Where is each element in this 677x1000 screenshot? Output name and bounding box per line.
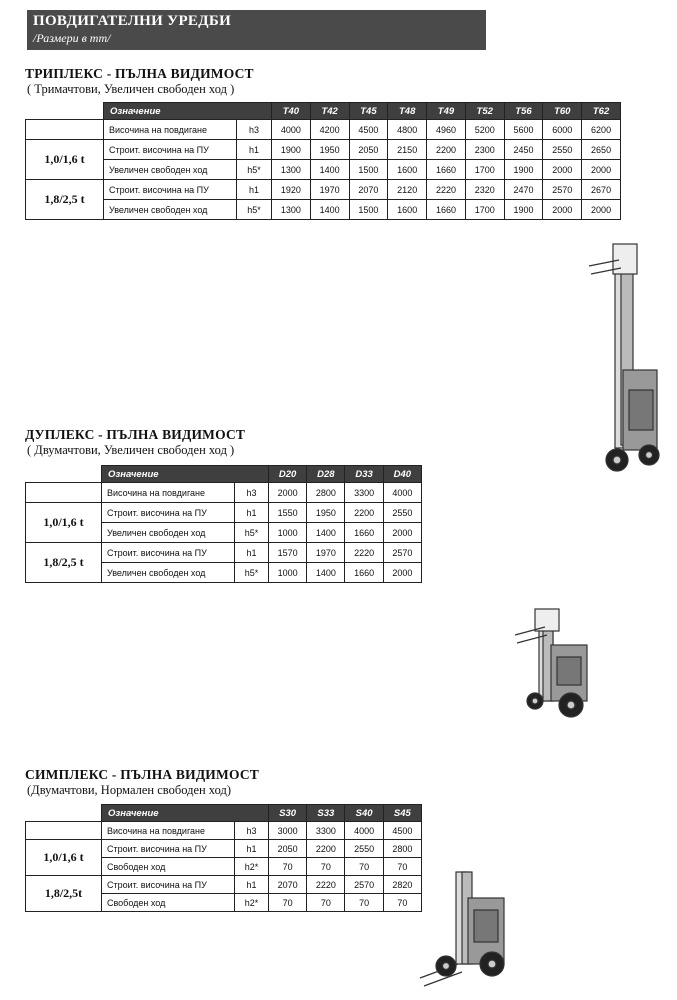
value-cell: 4000 xyxy=(383,483,421,503)
value-cell: 1700 xyxy=(465,200,504,220)
value-cell: 2050 xyxy=(349,140,388,160)
empty-load-cell xyxy=(26,120,104,140)
value-cell: 2000 xyxy=(582,160,621,180)
row-code: h1 xyxy=(235,503,269,523)
value-cell: 2200 xyxy=(345,503,383,523)
value-cell: 2550 xyxy=(345,840,383,858)
row-code: h5* xyxy=(235,523,269,543)
value-cell: 5200 xyxy=(465,120,504,140)
value-cell: 2470 xyxy=(504,180,543,200)
value-cell: 2220 xyxy=(345,543,383,563)
simplex-table xyxy=(25,804,422,912)
header-row xyxy=(26,805,422,822)
value-cell: 4500 xyxy=(383,822,421,840)
value-cell: 4000 xyxy=(272,120,311,140)
table-row xyxy=(26,876,422,894)
value-cell: 2000 xyxy=(543,160,582,180)
row-code: h1 xyxy=(237,140,272,160)
row-code: h2* xyxy=(235,894,269,912)
row-code: h5* xyxy=(237,200,272,220)
value-cell: 2550 xyxy=(383,503,421,523)
value-cell: 4200 xyxy=(310,120,349,140)
value-cell: 2050 xyxy=(269,840,307,858)
value-cell: 70 xyxy=(383,858,421,876)
value-cell: 1000 xyxy=(269,563,307,583)
row-label: Увеличен свободен ход xyxy=(102,523,235,543)
model-header: D20 xyxy=(269,466,307,483)
row-label: Строит. височина на ПУ xyxy=(102,503,235,523)
value-cell: 1550 xyxy=(269,503,307,523)
header-blank-cell xyxy=(26,466,102,483)
row-label: Строит. височина на ПУ xyxy=(102,840,235,858)
row-label: Строит. височина на ПУ xyxy=(102,543,235,563)
value-cell: 2800 xyxy=(383,840,421,858)
row-code: h1 xyxy=(235,543,269,563)
value-cell: 5600 xyxy=(504,120,543,140)
value-cell: 4000 xyxy=(345,822,383,840)
value-cell: 1950 xyxy=(307,503,345,523)
value-cell: 1500 xyxy=(349,200,388,220)
row-code: h1 xyxy=(235,876,269,894)
row-label: Строит. височина на ПУ xyxy=(104,180,237,200)
value-cell: 70 xyxy=(383,894,421,912)
model-header: T62 xyxy=(582,103,621,120)
model-header: T45 xyxy=(349,103,388,120)
value-cell: 6200 xyxy=(582,120,621,140)
value-cell: 1400 xyxy=(307,523,345,543)
header-blank-cell xyxy=(26,103,104,120)
load-capacity-cell: 1,0/1,6 t xyxy=(26,840,102,876)
value-cell: 2150 xyxy=(388,140,427,160)
value-cell: 1600 xyxy=(388,200,427,220)
value-cell: 2670 xyxy=(582,180,621,200)
page-header xyxy=(27,10,486,50)
load-capacity-cell: 1,8/2,5 t xyxy=(26,543,102,583)
header-row xyxy=(26,466,422,483)
lift-height-row xyxy=(26,483,422,503)
duplex-subtitle: ( Двумачтови, Увеличен свободен ход ) xyxy=(27,443,235,457)
empty-load-cell xyxy=(26,822,102,840)
value-cell: 4800 xyxy=(388,120,427,140)
value-cell: 1570 xyxy=(269,543,307,563)
value-cell: 1600 xyxy=(388,160,427,180)
table-row xyxy=(26,840,422,858)
designation-header: Означение xyxy=(102,466,269,483)
value-cell: 2570 xyxy=(345,876,383,894)
value-cell: 2000 xyxy=(383,563,421,583)
row-label: Строит. височина на ПУ xyxy=(104,140,237,160)
value-cell: 1900 xyxy=(504,200,543,220)
value-cell: 3300 xyxy=(345,483,383,503)
designation-header: Означение xyxy=(102,805,269,822)
table-row xyxy=(26,200,621,220)
duplex-forklift-illustration xyxy=(513,605,593,720)
row-label: Височина на повдигане xyxy=(104,120,237,140)
value-cell: 2220 xyxy=(307,876,345,894)
value-cell: 1660 xyxy=(427,160,466,180)
value-cell: 1660 xyxy=(427,200,466,220)
value-cell: 1300 xyxy=(272,160,311,180)
value-cell: 1660 xyxy=(345,523,383,543)
table-row xyxy=(26,140,621,160)
value-cell: 1000 xyxy=(269,523,307,543)
table-row xyxy=(26,180,621,200)
model-header: T49 xyxy=(427,103,466,120)
row-label: Увеличен свободен ход xyxy=(104,160,237,180)
row-code: h3 xyxy=(235,822,269,840)
value-cell: 2070 xyxy=(269,876,307,894)
value-cell: 1950 xyxy=(310,140,349,160)
model-header: S40 xyxy=(345,805,383,822)
row-label: Увеличен свободен ход xyxy=(102,563,235,583)
value-cell: 2000 xyxy=(269,483,307,503)
triplex-table xyxy=(25,102,621,220)
row-label: Височина на повдигане xyxy=(102,822,235,840)
value-cell: 2300 xyxy=(465,140,504,160)
value-cell: 2200 xyxy=(427,140,466,160)
load-capacity-cell: 1,0/1,6 t xyxy=(26,503,102,543)
value-cell: 4960 xyxy=(427,120,466,140)
value-cell: 70 xyxy=(345,858,383,876)
simplex-subtitle: (Двумачтови, Нормален свободен ход) xyxy=(27,783,231,797)
value-cell: 2000 xyxy=(383,523,421,543)
model-header: T60 xyxy=(543,103,582,120)
value-cell: 6000 xyxy=(543,120,582,140)
value-cell: 2820 xyxy=(383,876,421,894)
row-label: Увеличен свободен ход xyxy=(104,200,237,220)
value-cell: 1920 xyxy=(272,180,311,200)
page-title: ПОВДИГАТЕЛНИ УРЕДБИ xyxy=(33,13,232,29)
designation-header: Означение xyxy=(104,103,272,120)
value-cell: 1300 xyxy=(272,200,311,220)
model-header: S33 xyxy=(307,805,345,822)
value-cell: 1900 xyxy=(504,160,543,180)
triplex-subtitle: ( Тримачтови, Увеличен свободен ход ) xyxy=(27,82,235,96)
table-row xyxy=(26,543,422,563)
value-cell: 1660 xyxy=(345,563,383,583)
value-cell: 2570 xyxy=(543,180,582,200)
value-cell: 1900 xyxy=(272,140,311,160)
value-cell: 2800 xyxy=(307,483,345,503)
simplex-title: СИМПЛЕКС - ПЪЛНА ВИДИМОСТ xyxy=(25,767,259,782)
header-blank-cell xyxy=(26,805,102,822)
value-cell: 2000 xyxy=(543,200,582,220)
value-cell: 1500 xyxy=(349,160,388,180)
value-cell: 2070 xyxy=(349,180,388,200)
row-code: h3 xyxy=(235,483,269,503)
value-cell: 2000 xyxy=(582,200,621,220)
value-cell: 2450 xyxy=(504,140,543,160)
duplex-table xyxy=(25,465,422,583)
value-cell: 1700 xyxy=(465,160,504,180)
value-cell: 1400 xyxy=(310,200,349,220)
model-header: D40 xyxy=(383,466,421,483)
value-cell: 70 xyxy=(269,858,307,876)
triplex-title: ТРИПЛЕКС - ПЪЛНА ВИДИМОСТ xyxy=(25,66,254,81)
load-capacity-cell: 1,8/2,5 t xyxy=(26,180,104,220)
value-cell: 1400 xyxy=(307,563,345,583)
row-label: Свободен ход xyxy=(102,894,235,912)
simplex-forklift-illustration xyxy=(418,868,508,990)
value-cell: 2120 xyxy=(388,180,427,200)
triplex-forklift-illustration xyxy=(583,240,663,475)
load-capacity-cell: 1,8/2,5t xyxy=(26,876,102,912)
table-row xyxy=(26,503,422,523)
table-row xyxy=(26,160,621,180)
load-capacity-cell: 1,0/1,6 t xyxy=(26,140,104,180)
model-header: T42 xyxy=(310,103,349,120)
row-code: h3 xyxy=(237,120,272,140)
page-subtitle: /Размери в mm/ xyxy=(33,31,111,45)
header-row xyxy=(26,103,621,120)
model-header: S30 xyxy=(269,805,307,822)
row-code: h1 xyxy=(237,180,272,200)
value-cell: 2320 xyxy=(465,180,504,200)
model-header: D33 xyxy=(345,466,383,483)
model-header: T52 xyxy=(465,103,504,120)
value-cell: 1400 xyxy=(310,160,349,180)
value-cell: 4500 xyxy=(349,120,388,140)
value-cell: 3300 xyxy=(307,822,345,840)
value-cell: 70 xyxy=(307,858,345,876)
row-code: h5* xyxy=(237,160,272,180)
value-cell: 2550 xyxy=(543,140,582,160)
row-code: h5* xyxy=(235,563,269,583)
value-cell: 1970 xyxy=(310,180,349,200)
model-header: D28 xyxy=(307,466,345,483)
row-code: h1 xyxy=(235,840,269,858)
value-cell: 2570 xyxy=(383,543,421,563)
value-cell: 2220 xyxy=(427,180,466,200)
value-cell: 1970 xyxy=(307,543,345,563)
model-header: S45 xyxy=(383,805,421,822)
value-cell: 3000 xyxy=(269,822,307,840)
value-cell: 70 xyxy=(307,894,345,912)
lift-height-row xyxy=(26,120,621,140)
row-label: Свободен ход xyxy=(102,858,235,876)
value-cell: 70 xyxy=(345,894,383,912)
lift-height-row xyxy=(26,822,422,840)
row-label: Строит. височина на ПУ xyxy=(102,876,235,894)
model-header: T56 xyxy=(504,103,543,120)
value-cell: 2200 xyxy=(307,840,345,858)
duplex-title: ДУПЛЕКС - ПЪЛНА ВИДИМОСТ xyxy=(25,427,246,442)
empty-load-cell xyxy=(26,483,102,503)
value-cell: 70 xyxy=(269,894,307,912)
model-header: T40 xyxy=(272,103,311,120)
value-cell: 2650 xyxy=(582,140,621,160)
model-header: T48 xyxy=(388,103,427,120)
row-code: h2* xyxy=(235,858,269,876)
row-label: Височина на повдигане xyxy=(102,483,235,503)
